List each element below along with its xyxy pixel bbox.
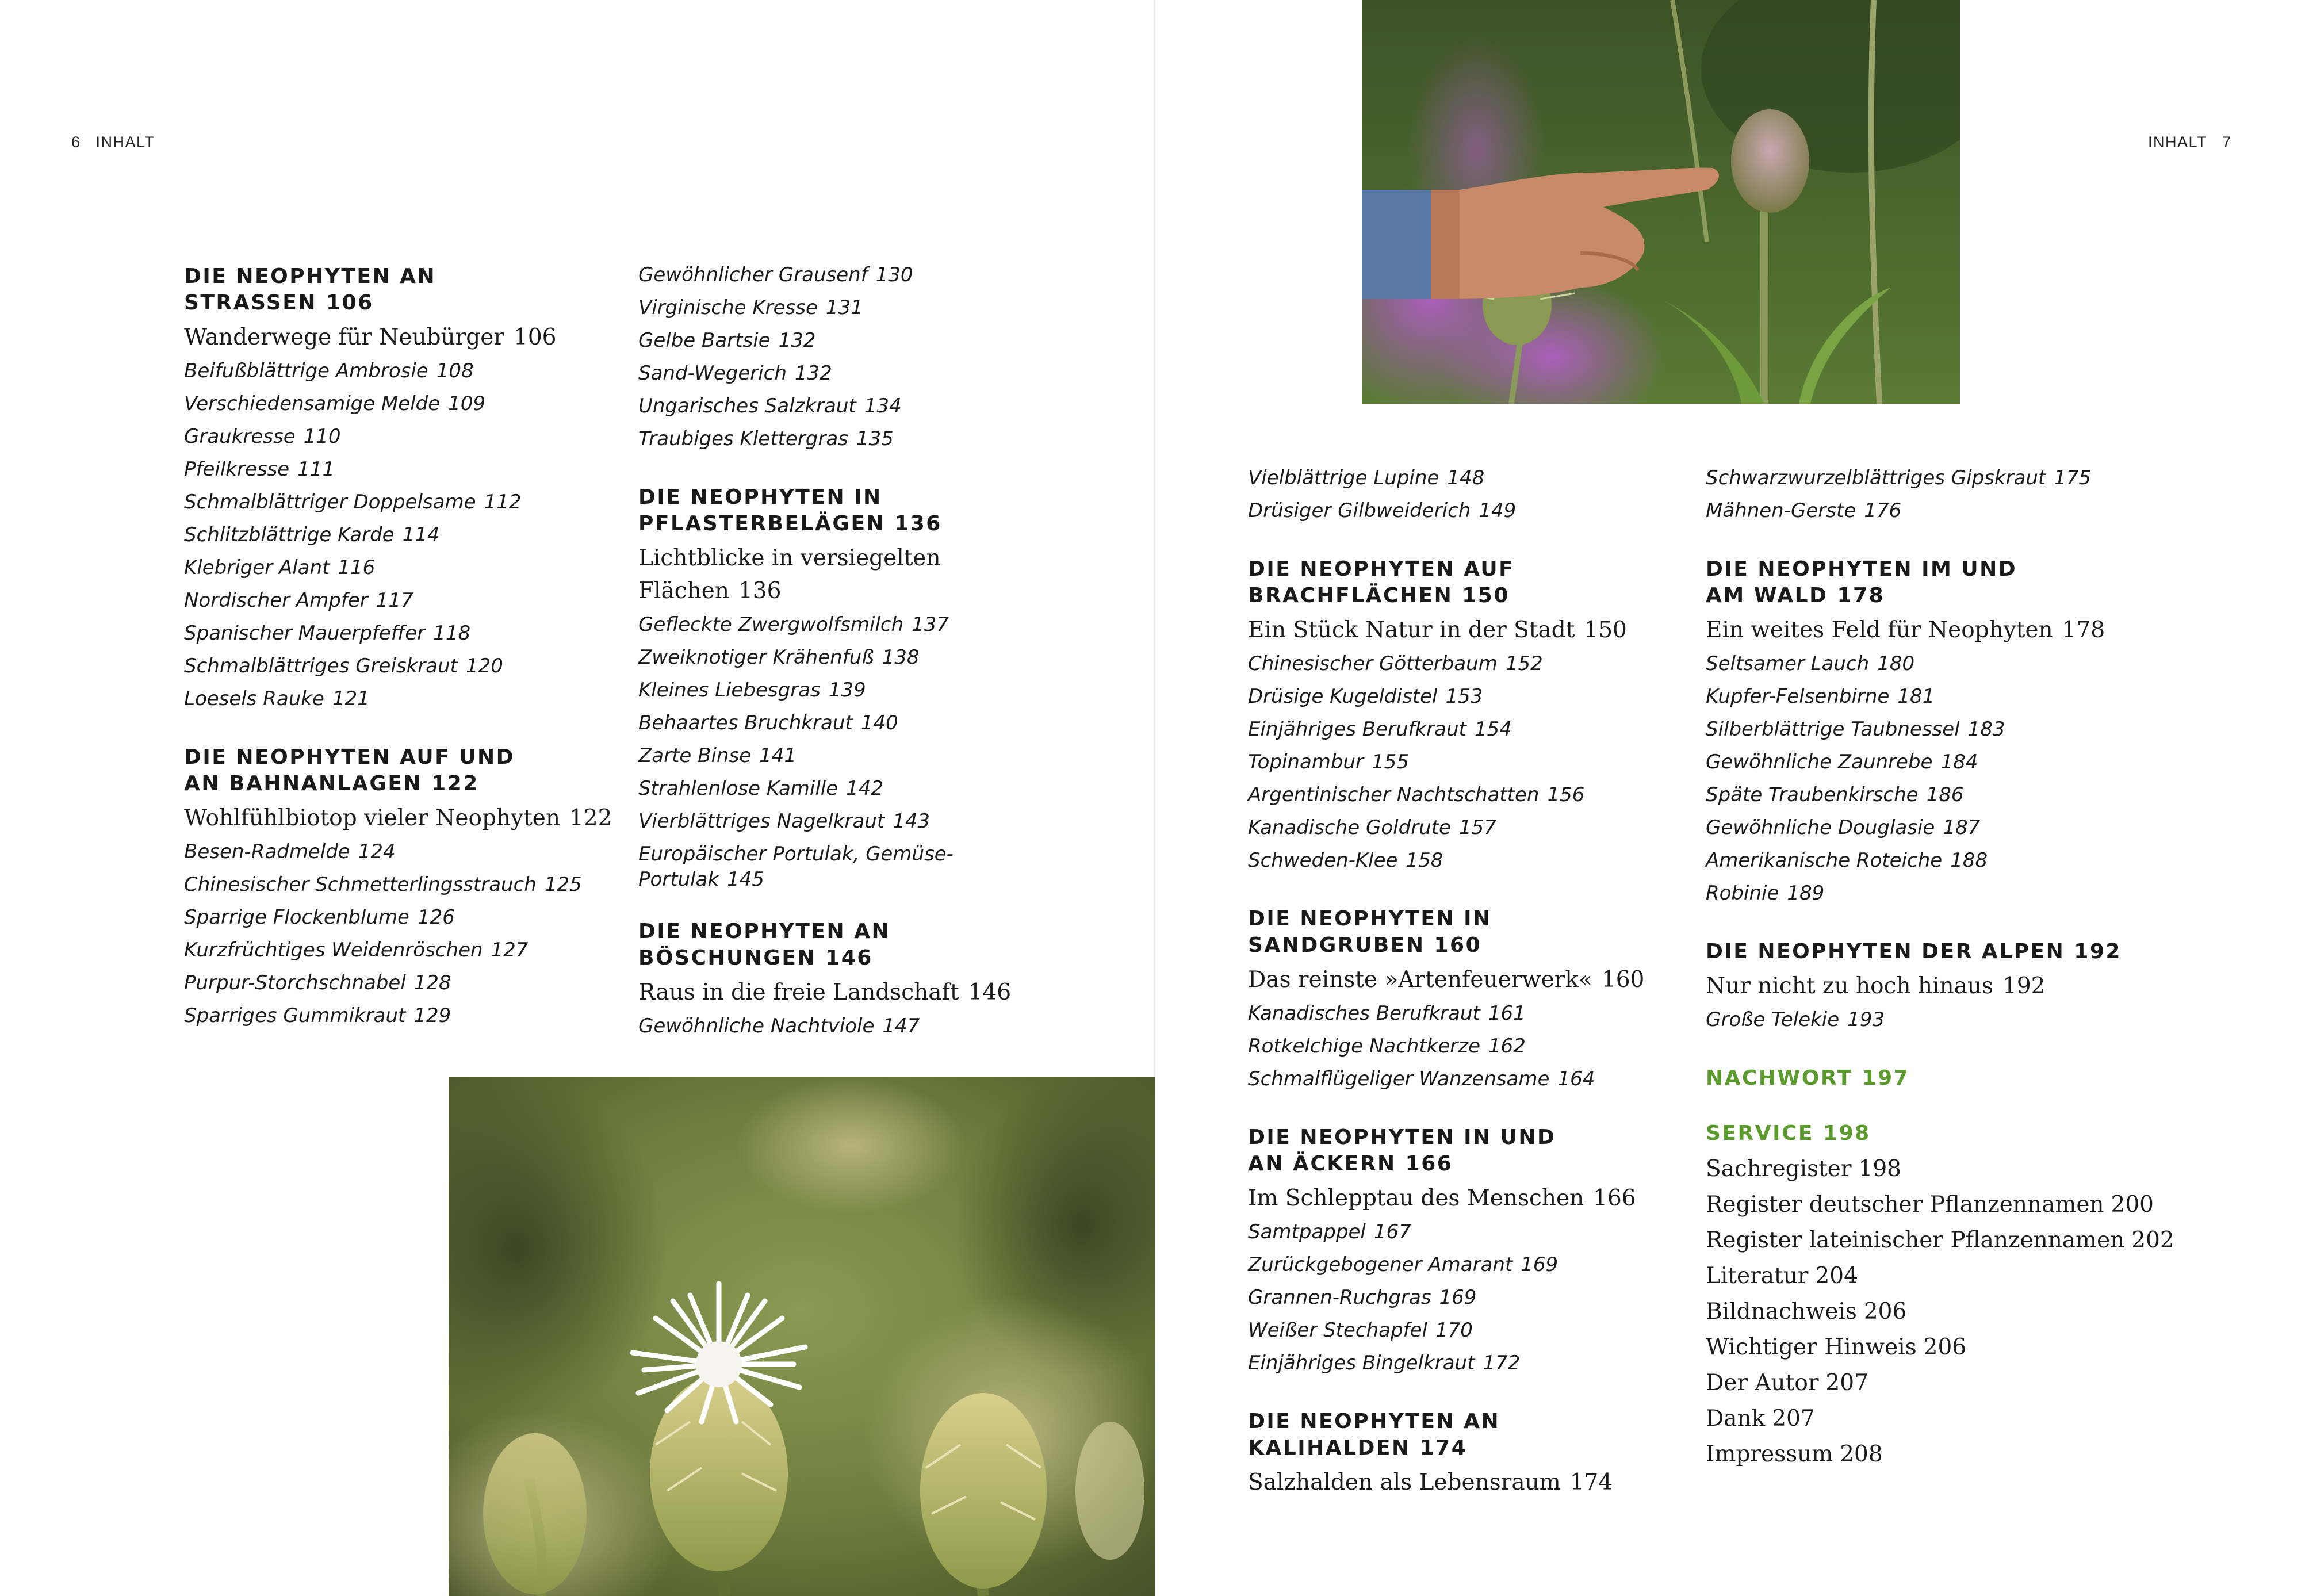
toc-entry[interactable] [184, 388, 621, 420]
toc-entry[interactable] [638, 357, 1075, 390]
section-intro[interactable]: Nur nicht zu hoch hinaus 192 [1706, 973, 2046, 999]
section-heading[interactable]: DIE NEOPHYTEN IN PFLASTERBELÄGEN 136 [638, 485, 942, 535]
entry-title: Vielblättrige Lupine [1248, 466, 1439, 489]
service-list [1706, 1151, 2223, 1472]
entry-page: 125 [544, 873, 582, 896]
entry-title: Purpur-Storchschnabel [184, 971, 406, 994]
entry-page: 184 [1940, 751, 1978, 774]
toc-entry[interactable] [184, 453, 621, 486]
entry-page: 132 [794, 362, 832, 385]
running-head: INHALT [2148, 133, 2208, 151]
entry-title: Kanadische Goldrute [1248, 816, 1451, 839]
toc-entry[interactable] [638, 641, 1075, 674]
entry-page: 126 [417, 906, 455, 929]
entry-title: Amerikanische Roteiche [1706, 849, 1943, 872]
entry-title: Kurzfrüchtiges Weidenröschen [184, 939, 483, 962]
entry-page: 206 [1923, 1334, 1967, 1360]
entry-title: Schmalflügeliger Wanzensame [1248, 1067, 1550, 1090]
entry-title: Seltsamer Lauch [1706, 652, 1870, 675]
toc-entry[interactable] [1248, 746, 1685, 779]
service-entry[interactable] [1706, 1401, 2223, 1437]
entry-title: Weißer Stechapfel [1248, 1319, 1427, 1342]
entry-page: 110 [303, 425, 341, 448]
entry-page: 169 [1521, 1253, 1559, 1276]
entry-page: 170 [1435, 1319, 1473, 1342]
toc-entry[interactable] [638, 324, 1075, 357]
entry-title: Topinambur [1248, 751, 1364, 774]
toc-entry[interactable] [184, 836, 621, 868]
entry-title: Große Telekie [1706, 1008, 1840, 1031]
entry-title: Virginische Kresse [638, 296, 818, 319]
entry-page: 204 [1815, 1263, 1858, 1289]
service-entry[interactable] [1706, 1223, 2223, 1258]
service-entry[interactable] [1706, 1187, 2223, 1223]
entry-page: 167 [1373, 1220, 1411, 1243]
page-number: 6 [71, 133, 81, 151]
toc-entry[interactable] [1706, 680, 2223, 713]
entry-title: Der Autor [1706, 1370, 1819, 1396]
entry-page: 135 [856, 427, 894, 450]
entry-title: Drüsiger Gilbweiderich [1248, 499, 1471, 522]
entry-title: Gewöhnlicher Grausenf [638, 263, 868, 286]
entry-page: 189 [1787, 882, 1825, 905]
toc-entry[interactable] [184, 683, 621, 715]
entry-list [638, 608, 1075, 838]
entry-page: 132 [778, 329, 816, 352]
toc-entry[interactable] [1248, 1314, 1685, 1347]
entry-title: Pfeilkresse [184, 458, 290, 481]
entry-page: 120 [465, 655, 503, 678]
entry-page: 138 [882, 646, 920, 669]
toc-entry[interactable] [1706, 495, 2223, 527]
toc-entry[interactable] [1248, 495, 1685, 527]
service-entry[interactable] [1706, 1294, 2223, 1330]
entry-title: Spanischer Mauerpfeffer [184, 622, 426, 645]
nachwort-heading[interactable]: NACHWORT 197 [1706, 1066, 1910, 1090]
toc-entry[interactable] [638, 292, 1075, 324]
entry-page: 112 [484, 491, 522, 514]
toc-entry[interactable] [184, 420, 621, 453]
entry-page: 169 [1439, 1286, 1477, 1309]
entry-page: 206 [1863, 1299, 1907, 1325]
section-heading[interactable]: DIE NEOPHYTEN IM UND AM WALD 178 [1706, 557, 2017, 607]
entry-page: 207 [1825, 1370, 1868, 1396]
entry-page: 198 [1858, 1156, 1901, 1182]
entry-title: Register lateinischer Pflanzennamen [1706, 1227, 2125, 1253]
toc-entry[interactable] [638, 423, 1075, 456]
entry-page: 134 [864, 395, 902, 418]
toc-entry[interactable] [184, 552, 621, 584]
toc-entry[interactable] [184, 584, 621, 617]
entry-page: 129 [413, 1004, 451, 1027]
entry-title: Gewöhnliche Douglasie [1706, 816, 1935, 839]
section-heading[interactable]: DIE NEOPHYTEN IN UND AN ÄCKERN 166 [1248, 1126, 1556, 1176]
entry-title: Samtpappel [1248, 1220, 1366, 1243]
toc-entry[interactable] [184, 901, 621, 934]
entry-title: Dank [1706, 1406, 1766, 1432]
right-page [1155, 0, 2309, 1596]
toc-entry[interactable] [638, 259, 1075, 292]
toc-entry[interactable] [184, 617, 621, 650]
entry-page: 118 [433, 622, 471, 645]
entry-page: 111 [297, 458, 335, 481]
entry-title: Chinesischer Schmetterlingsstrauch [184, 873, 537, 896]
toc-entry[interactable] [184, 486, 621, 519]
entry-page: 124 [358, 840, 396, 863]
left-page [0, 0, 1154, 1596]
entry-title: Rotkelchige Nachtkerze [1248, 1035, 1480, 1058]
entry-page: 149 [1479, 499, 1517, 522]
section-intro[interactable]: Ein Stück Natur in der Stadt 150 [1248, 617, 1627, 643]
entry-page: 152 [1505, 652, 1543, 675]
toc-entry[interactable] [184, 1000, 621, 1032]
section-intro[interactable]: Raus in die freie Landschaft 146 [638, 979, 1012, 1005]
entry-page: 153 [1445, 685, 1483, 708]
white-knapweed-photo [449, 1077, 1155, 1596]
entry-list [1706, 462, 2223, 527]
entry-page: 130 [875, 263, 913, 286]
left-folio [71, 133, 155, 151]
section-heading[interactable]: DIE NEOPHYTEN AN BÖSCHUNGEN 146 [638, 920, 891, 970]
section-heading[interactable]: DIE NEOPHYTEN AUF BRACHFLÄCHEN 150 [1248, 557, 1515, 607]
toc-entry[interactable] [1248, 680, 1685, 713]
entry-title: Grannen-Ruchgras [1248, 1286, 1431, 1309]
entry-list [1706, 648, 2223, 910]
section-intro[interactable]: Das reinste »Artenfeuerwerk« 160 [1248, 967, 1645, 993]
entry-page: 137 [912, 613, 949, 636]
entry-title: Impressum [1706, 1441, 1833, 1467]
entry-title: Schweden-Klee [1248, 849, 1398, 872]
entry-title: Sachregister [1706, 1156, 1852, 1182]
toc-entry[interactable] [1248, 1216, 1685, 1249]
entry-list [1706, 1004, 2223, 1036]
toc-entry[interactable]: Europäischer Portulak, Gemüse- Portulak 145 [638, 843, 954, 891]
page-number: 7 [2222, 133, 2232, 151]
toc-entry[interactable] [638, 707, 1075, 740]
entry-page: 207 [1772, 1406, 1815, 1432]
toc-entry[interactable] [1706, 844, 2223, 877]
service-entry[interactable] [1706, 1151, 2223, 1187]
entry-title: Register deutscher Pflanzennamen [1706, 1192, 2104, 1218]
entry-title: Schwarzwurzelblättriges Gipskraut [1706, 466, 2046, 489]
entry-title: Argentinischer Nachtschatten [1248, 783, 1540, 806]
toc-entry[interactable] [1706, 746, 2223, 779]
entry-title: Sparrige Flockenblume [184, 906, 409, 929]
toc-entry[interactable] [1248, 1249, 1685, 1281]
entry-title: Kleines Liebesgras [638, 679, 821, 702]
toc-entry[interactable] [1706, 779, 2223, 812]
section-intro[interactable]: Ein weites Feld für Neophyten 178 [1706, 617, 2105, 643]
entry-page: 148 [1447, 466, 1485, 489]
entry-page: 162 [1488, 1035, 1526, 1058]
entry-title: Zweiknotiger Krähenfuß [638, 646, 874, 669]
entry-page: 108 [436, 359, 474, 382]
toc-entry[interactable] [1248, 648, 1685, 680]
entry-title: Vierblättriges Nagelkraut [638, 810, 885, 833]
entry-page: 140 [860, 711, 898, 734]
toc-entry[interactable] [1248, 1347, 1685, 1380]
entry-title: Silberblättrige Taubnessel [1706, 718, 1960, 741]
toc-entry[interactable] [638, 674, 1075, 707]
entry-title: Wichtiger Hinweis [1706, 1334, 1917, 1360]
entry-page: 161 [1488, 1002, 1526, 1025]
entry-page: 127 [491, 939, 529, 962]
entry-title: Drüsige Kugeldistel [1248, 685, 1438, 708]
toc-entry[interactable] [638, 608, 1075, 641]
toc-entry[interactable] [1706, 812, 2223, 844]
entry-title: Kanadisches Berufkraut [1248, 1002, 1480, 1025]
entry-page: 142 [846, 777, 884, 800]
entry-page: 200 [2111, 1192, 2154, 1218]
entry-page: 141 [759, 744, 797, 767]
entry-title: Robinie [1706, 882, 1779, 905]
section-heading[interactable]: DIE NEOPHYTEN AN KALIHALDEN 174 [1248, 1410, 1500, 1460]
toc-entry[interactable] [1706, 877, 2223, 910]
toc-entry[interactable] [1706, 713, 2223, 746]
section-intro[interactable]: Salzhalden als Lebensraum 174 [1248, 1469, 1613, 1495]
toc-entry[interactable] [184, 355, 621, 388]
section-heading[interactable]: DIE NEOPHYTEN AUF UND AN BAHNANLAGEN 122 [184, 745, 515, 795]
toc-entry[interactable] [1706, 648, 2223, 680]
section-intro[interactable]: Im Schlepptau des Menschen 166 [1248, 1185, 1636, 1211]
entry-page: 188 [1950, 849, 1988, 872]
entry-page: 176 [1864, 499, 1902, 522]
entry-page: 180 [1877, 652, 1915, 675]
entry-title: Mähnen-Gerste [1706, 499, 1856, 522]
entry-title: Chinesischer Götterbaum [1248, 652, 1498, 675]
entry-list [638, 259, 1075, 456]
entry-list [638, 1010, 1075, 1043]
entry-title: Graukresse [184, 425, 296, 448]
entry-page: 109 [448, 392, 486, 415]
entry-title: Zurückgebogener Amarant [1248, 1253, 1513, 1276]
toc-entry[interactable] [638, 390, 1075, 423]
toc-entry[interactable] [1706, 1004, 2223, 1036]
section-heading[interactable]: DIE NEOPHYTEN AN STRASSEN 106 [184, 265, 436, 315]
entry-page: 202 [2131, 1227, 2174, 1253]
toc-entry[interactable] [1248, 779, 1685, 812]
service-entry[interactable] [1706, 1258, 2223, 1294]
entry-page: 164 [1557, 1067, 1595, 1090]
entry-page: 186 [1926, 783, 1964, 806]
entry-page: 183 [1967, 718, 2005, 741]
entry-page: 187 [1943, 816, 1981, 839]
toc-entry[interactable] [184, 967, 621, 1000]
toc-column-2 [638, 259, 1075, 1043]
entry-title: Behaartes Bruchkraut [638, 711, 853, 734]
toc-column-4 [1706, 462, 2223, 1472]
entry-page: 121 [332, 687, 370, 710]
entry-page: 117 [376, 589, 413, 612]
entry-list [184, 355, 621, 715]
toc-entry[interactable] [638, 1010, 1075, 1043]
section-intro[interactable]: Wohlfühlbiotop vieler Neophyten 122 [184, 805, 612, 831]
entry-title: Besen-Radmelde [184, 840, 350, 863]
toc-entry[interactable] [1248, 1281, 1685, 1314]
entry-title: Gefleckte Zwergwolfsmilch [638, 613, 904, 636]
toc-column-3 [1248, 462, 1685, 1500]
entry-title: Späte Traubenkirsche [1706, 783, 1919, 806]
toc-entry[interactable] [638, 772, 1075, 805]
running-head: INHALT [95, 133, 155, 151]
section-heading[interactable]: DIE NEOPHYTEN IN SANDGRUBEN 160 [1248, 907, 1492, 957]
entry-title: Traubiges Klettergras [638, 427, 848, 450]
entry-title: Strahlenlose Kamille [638, 777, 838, 800]
toc-column-1 [184, 263, 621, 1032]
entry-title: Schmalblättriger Doppelsame [184, 491, 476, 514]
entry-page: 155 [1372, 751, 1409, 774]
entry-page: 172 [1483, 1352, 1521, 1375]
section-intro[interactable]: Wanderwege für Neubürger 106 [184, 324, 557, 350]
entry-title: Ungarisches Salzkraut [638, 395, 856, 418]
entry-page: 114 [402, 523, 440, 546]
entry-page: 158 [1406, 849, 1443, 872]
service-heading[interactable]: SERVICE 198 [1706, 1122, 1871, 1145]
toc-entry[interactable] [184, 650, 621, 683]
entry-page: 139 [828, 679, 866, 702]
service-entry[interactable] [1706, 1330, 2223, 1365]
entry-title: Verschiedensamige Melde [184, 392, 441, 415]
service-entry[interactable] [1706, 1437, 2223, 1472]
entry-page: 128 [413, 971, 451, 994]
teasel-hand-photo [1362, 0, 1960, 404]
toc-entry[interactable] [638, 740, 1075, 772]
entry-page: 131 [825, 296, 863, 319]
toc-entry[interactable] [1706, 462, 2223, 495]
entry-page: 157 [1458, 816, 1496, 839]
toc-entry[interactable] [1248, 713, 1685, 746]
entry-title: Einjähriges Bingelkraut [1248, 1352, 1475, 1375]
right-folio [2148, 133, 2232, 151]
entry-page: 116 [338, 556, 376, 579]
toc-entry[interactable] [1248, 997, 1685, 1030]
section-heading[interactable]: DIE NEOPHYTEN DER ALPEN 192 [1706, 940, 2122, 963]
toc-entry[interactable] [1248, 812, 1685, 844]
entry-title: Sand-Wegerich [638, 362, 787, 385]
entry-title: Kupfer-Felsenbirne [1706, 685, 1890, 708]
entry-title: Loesels Rauke [184, 687, 324, 710]
entry-title: Nordischer Ampfer [184, 589, 368, 612]
entry-title: Gelbe Bartsie [638, 329, 771, 352]
entry-title: Sparriges Gummikraut [184, 1004, 406, 1027]
section-intro[interactable]: Lichtblicke in versiegelten Flächen 136 [638, 545, 941, 604]
entry-title: Klebriger Alant [184, 556, 330, 579]
entry-page: 175 [2054, 466, 2092, 489]
entry-page: 181 [1897, 685, 1935, 708]
entry-list [184, 836, 621, 1032]
entry-title: Schmalblättriges Greiskraut [184, 655, 458, 678]
service-entry[interactable] [1706, 1365, 2223, 1401]
toc-entry[interactable] [638, 805, 1075, 838]
toc-entry[interactable] [1248, 844, 1685, 877]
toc-entry[interactable] [184, 519, 621, 552]
toc-entry[interactable] [184, 934, 621, 967]
entry-title: Einjähriges Berufkraut [1248, 718, 1466, 741]
toc-entry[interactable] [1248, 462, 1685, 495]
toc-entry[interactable] [184, 868, 621, 901]
entry-title: Gewöhnliche Nachtviole [638, 1015, 875, 1038]
entry-page: 147 [882, 1015, 920, 1038]
entry-title: Beifußblättrige Ambrosie [184, 359, 428, 382]
entry-list [1248, 1216, 1685, 1380]
entry-title: Gewöhnliche Zaunrebe [1706, 751, 1933, 774]
entry-title: Literatur [1706, 1263, 1809, 1289]
entry-page: 154 [1474, 718, 1512, 741]
entry-list [1248, 462, 1685, 527]
entry-list [1248, 648, 1685, 877]
entry-title: Bildnachweis [1706, 1299, 1857, 1325]
entry-page: 208 [1840, 1441, 1883, 1467]
entry-list [1248, 997, 1685, 1096]
entry-title: Zarte Binse [638, 744, 752, 767]
toc-entry[interactable] [1248, 1030, 1685, 1063]
entry-title: Schlitzblättrige Karde [184, 523, 395, 546]
entry-page: 156 [1547, 783, 1585, 806]
entry-page: 193 [1847, 1008, 1885, 1031]
toc-entry[interactable] [1248, 1063, 1685, 1096]
entry-page: 143 [893, 810, 931, 833]
